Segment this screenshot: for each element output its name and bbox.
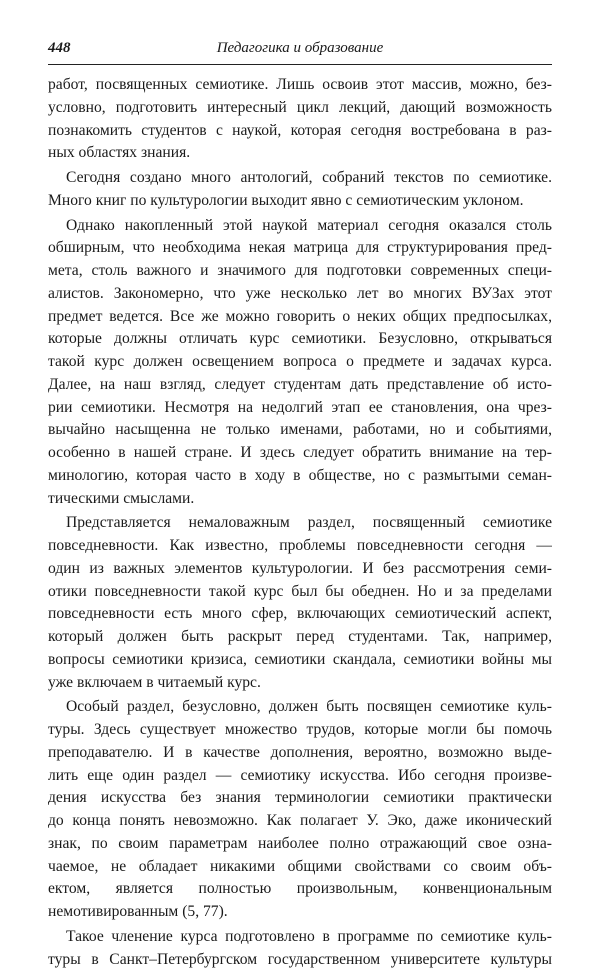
text-line: Сегодня создано много антологий, собраний текстов по семиотике. xyxy=(48,167,552,190)
running-head xyxy=(48,40,552,60)
text-line: тическими смыслами. xyxy=(48,488,552,511)
text-line: чаемое, не обладает никакими общими свойствами со своим объ- xyxy=(48,856,552,879)
paragraph xyxy=(48,215,552,511)
text-line: Много книг по культурологии выходит явно с семиотическим уклоном. xyxy=(48,190,552,213)
text-line: алистов. Закономерно, что уже несколько лет во многих ВУЗах этот xyxy=(48,283,552,306)
text-line: работ, посвященных семиотике. Лишь освоив этот массив, можно, без- xyxy=(48,74,552,97)
text-line: немотивированным (5, 77). xyxy=(48,901,552,924)
body-text xyxy=(48,74,552,971)
running-title: Педагогика и образование xyxy=(48,40,552,57)
text-line: вопросы семиотики кризиса, семиотики скандала, семиотики войны мы xyxy=(48,649,552,672)
text-line: минологию, которая часто в ходу в обществе, но с размытыми семан- xyxy=(48,465,552,488)
text-line: который должен быть раскрыт перед студентами. Так, например, xyxy=(48,626,552,649)
text-line: ных областях знания. xyxy=(48,142,552,165)
header-rule xyxy=(48,64,552,65)
paragraph xyxy=(48,167,552,213)
text-line: обширным, что необходима некая матрица для структурирования пред- xyxy=(48,237,552,260)
text-line: вычайно насыщенна не только именами, работами, но и событиями, xyxy=(48,419,552,442)
text-line: ектом, является полностью произвольным, конвенциональным xyxy=(48,878,552,901)
text-line: Однако накопленный этой наукой материал сегодня оказался столь xyxy=(48,215,552,238)
text-line: которые должны отличать курс семиотики. Безусловно, открываться xyxy=(48,328,552,351)
text-line: условно, подготовить интересный цикл лекций, дающий возможность xyxy=(48,97,552,120)
text-line: познакомить студентов с наукой, которая сегодня востребована в раз- xyxy=(48,120,552,143)
text-line: дения искусства без знания терминологии семиотики практически xyxy=(48,787,552,810)
text-line: преподавателю. И в качестве дополнения, вероятно, возможно выде- xyxy=(48,742,552,765)
text-line: отики повседневности такой курс был бы обеднен. Но и за пределами xyxy=(48,581,552,604)
paragraph xyxy=(48,512,552,694)
text-line: Особый раздел, безусловно, должен быть посвящен семиотике куль- xyxy=(48,696,552,719)
paragraph xyxy=(48,74,552,165)
text-line: Такое членение курса подготовлено в программе по семиотике куль- xyxy=(48,926,552,949)
text-line: до конца понять невозможно. Как полагает У. Эко, даже иконический xyxy=(48,810,552,833)
text-line: такой курс должен освещением вопроса о предмете и задачах курса. xyxy=(48,351,552,374)
text-line: уже включаем в читаемый курс. xyxy=(48,672,552,695)
text-line: Представляется немаловажным раздел, посвященный семиотике xyxy=(48,512,552,535)
text-line: особенно в нашей стране. И здесь следует обратить внимание на тер- xyxy=(48,442,552,465)
text-line: знак, по своим параметрам наиболее полно отражающий свое озна- xyxy=(48,833,552,856)
text-line: туры в Санкт–Петербургском государственном университете культуры xyxy=(48,949,552,971)
text-line: туры. Здесь существует множество трудов, которые могли бы помочь xyxy=(48,719,552,742)
text-line: мета, столь важного и значимого для подготовки современных специ- xyxy=(48,260,552,283)
text-line: рии семиотики. Несмотря на недолгий этап ее становления, она чрез- xyxy=(48,397,552,420)
text-line: повседневности. Как известно, проблемы повседневности сегодня — xyxy=(48,535,552,558)
page-number: 448 xyxy=(48,40,71,57)
paragraph xyxy=(48,696,552,924)
text-line: Далее, на наш взгляд, следует студентам дать представление об исто- xyxy=(48,374,552,397)
text-line: лить еще один раздел — семиотику искусства. Ибо сегодня произве- xyxy=(48,765,552,788)
text-line: предмет ведется. Все же можно говорить о неких общих предпосылках, xyxy=(48,306,552,329)
paragraph xyxy=(48,926,552,971)
text-line: повседневности есть много сфер, включающих семиотический аспект, xyxy=(48,603,552,626)
text-line: один из важных элементов культурологии. И без рассмотрения семи- xyxy=(48,558,552,581)
